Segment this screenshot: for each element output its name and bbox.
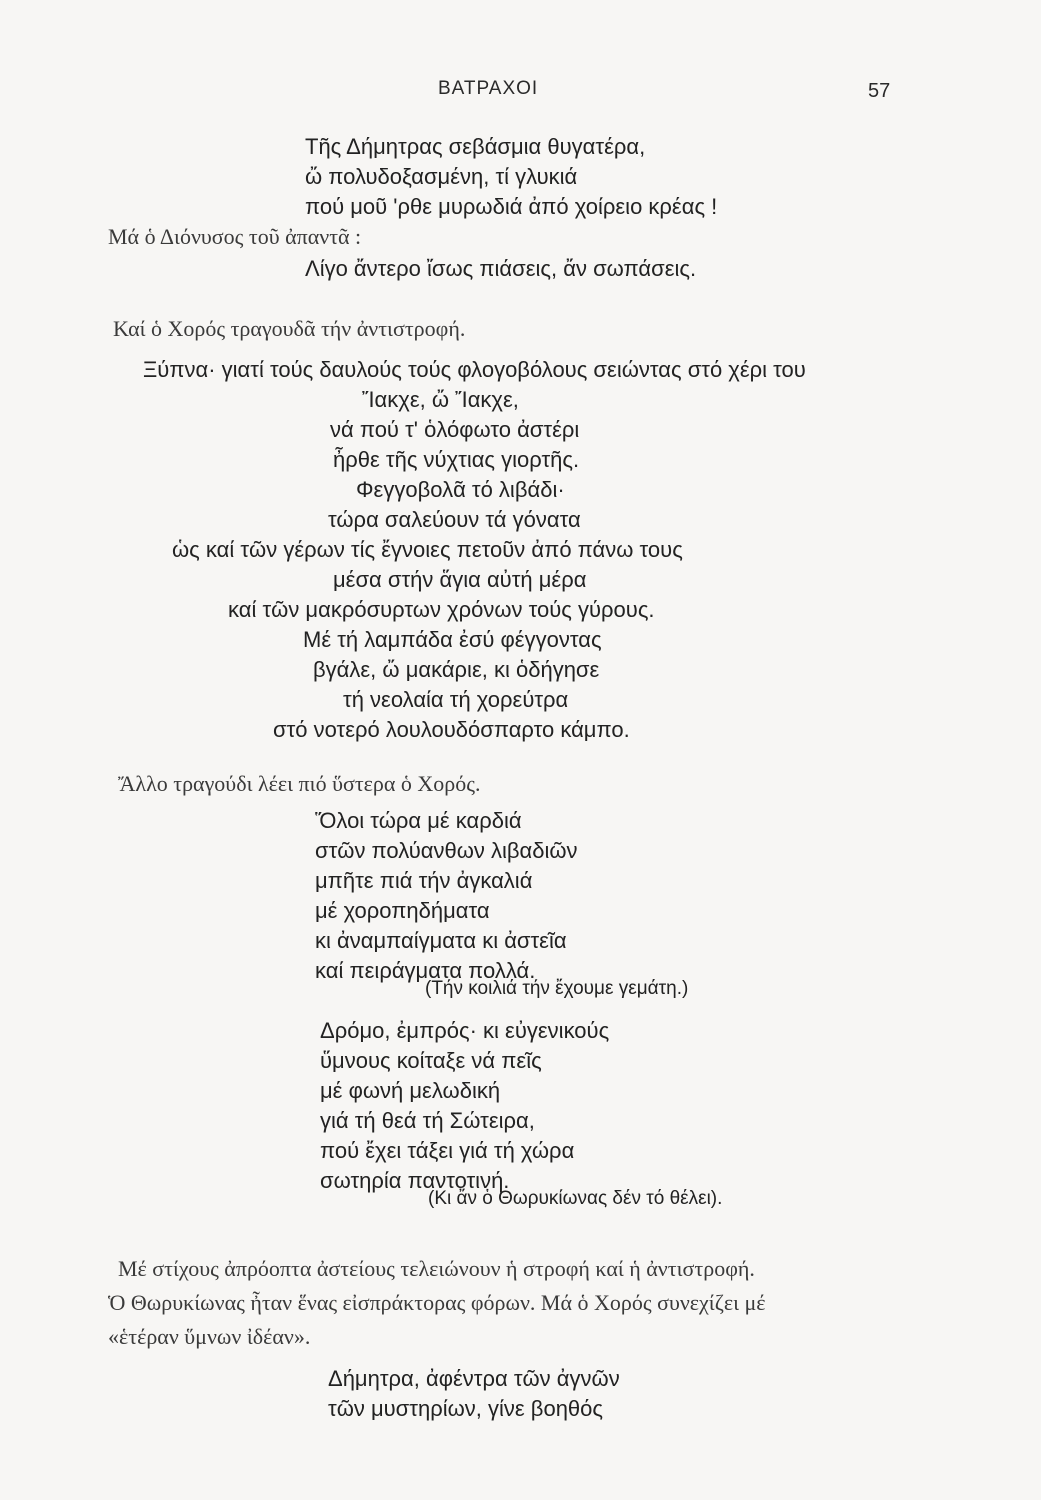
stage-direction-4 [108, 1252, 766, 1354]
verse-block-5 [320, 1016, 609, 1196]
verse-line: μπῆτε πιά τήν ἀγκαλιά [315, 868, 533, 893]
verse-line: μέσα στήν ἅγια αὐτή μέρα [333, 567, 587, 592]
verse-note-1 [425, 976, 688, 1002]
verse-line: Δρόμο, ἐμπρός· κι εὐγενικούς [320, 1018, 610, 1043]
verse-line: ὕμνους κοίταξε νά πεῖς [320, 1048, 542, 1073]
verse-line: Ξύπνα· γιατί τούς δαυλούς τούς φλογοβόλους σειώντας στό χέρι του [143, 357, 806, 382]
verse-line: καί πειράγματα πολλά. [315, 958, 536, 983]
verse-block-4 [315, 806, 578, 986]
verse-line: ἦρθε τῆς νύχτιας γιορτῆς. [333, 447, 580, 472]
verse-line: γιά τή θεά τή Σώτειρα, [320, 1108, 535, 1133]
verse-line: Λίγο ἄντερο ἴσως πιάσεις, ἄν σωπάσεις. [305, 256, 697, 281]
verse-line: βγάλε, ὤ μακάριε, κι ὁδήγησε [313, 657, 600, 682]
verse-block-6 [328, 1364, 620, 1424]
aside-note: (Κι ἄν ὁ Θωρυκίωνας δέν τό θέλει). [428, 1188, 723, 1209]
running-header: ΒΑΤΡΑΧΟΙ [438, 78, 539, 99]
aside-note: (Τήν κοιλιά τήν ἔχουμε γεμάτη.) [425, 978, 689, 999]
verse-note-2 [428, 1186, 722, 1212]
verse-line: πού μοῦ 'ρθε μυρωδιά ἀπό χοίρειο κρέας ! [305, 194, 718, 219]
verse-line: τῶν μυστηρίων, γίνε βοηθός [328, 1396, 603, 1421]
verse-line: Ὅλοι τώρα μέ καρδιά [315, 808, 522, 833]
verse-line: Ἴακχε, ὤ Ἴακχε, [362, 387, 519, 412]
verse-block-2 [305, 254, 696, 284]
verse-line: πού ἔχει τάξει γιά τή χώρα [320, 1138, 575, 1163]
verse-line: Τῆς Δήμητρας σεβάσμια θυγατέρα, [305, 134, 646, 159]
verse-line: στῶν πολύανθων λιβαδιῶν [315, 838, 578, 863]
verse-line: καί τῶν μακρόσυρτων χρόνων τούς γύρους. [228, 597, 655, 622]
verse-line: τή νεολαία τή χορεύτρα [343, 687, 569, 712]
stage-direction-3: Ἄλλο τραγούδι λέει πιό ὕστερα ὁ Χορός. [118, 771, 481, 796]
verse-line: Φεγγοβολᾶ τό λιβάδι· [356, 477, 565, 502]
stage-direction-2: Καί ὁ Χορός τραγουδᾶ τήν ἀντιστροφή. [113, 316, 466, 341]
verse-line: τώρα σαλεύουν τά γόνατα [328, 507, 581, 532]
verse-line: νά πού τ' ὁλόφωτο ἀστέρι [330, 417, 580, 442]
verse-line: Μέ τή λαμπάδα ἐσύ φέγγοντας [303, 627, 602, 652]
verse-line: ὤ πολυδοξασμένη, τί γλυκιά [305, 164, 578, 189]
prose-line: «ἑτέραν ὕμνων ἰδέαν». [108, 1324, 311, 1349]
stage-direction-1: Μά ὁ Διόνυσος τοῦ ἀπαντᾶ : [108, 224, 362, 249]
verse-line: μέ χοροπηδήματα [315, 898, 490, 923]
verse-line: μέ φωνή μελωδική [320, 1078, 501, 1103]
verse-line: ὡς καί τῶν γέρων τίς ἔγνοιες πετοῦν ἀπό πάνω τους [172, 537, 683, 562]
verse-line: σωτηρία παντοτινή. [320, 1168, 510, 1193]
verse-line: κι ἀναμπαίγματα κι ἀστεῖα [315, 928, 567, 953]
verse-block-1 [305, 132, 717, 222]
prose-line: Ὁ Θωρυκίωνας ἦταν ἕνας εἰσπράκτορας φόρων. Μά ὁ Χορός συνεχίζει μέ [108, 1290, 766, 1315]
verse-line: Δήμητρα, ἀφέντρα τῶν ἀγνῶν [328, 1366, 620, 1391]
verse-block-3-first-line [143, 355, 806, 385]
prose-line: Μέ στίχους ἀπρόοπτα ἀστείους τελειώνουν ἡ στροφή καί ἡ ἀντιστροφή. [118, 1256, 755, 1281]
page-number: 57 [868, 80, 891, 102]
verse-line: στό νοτερό λουλουδόσπαρτο κάμπο. [273, 717, 630, 742]
